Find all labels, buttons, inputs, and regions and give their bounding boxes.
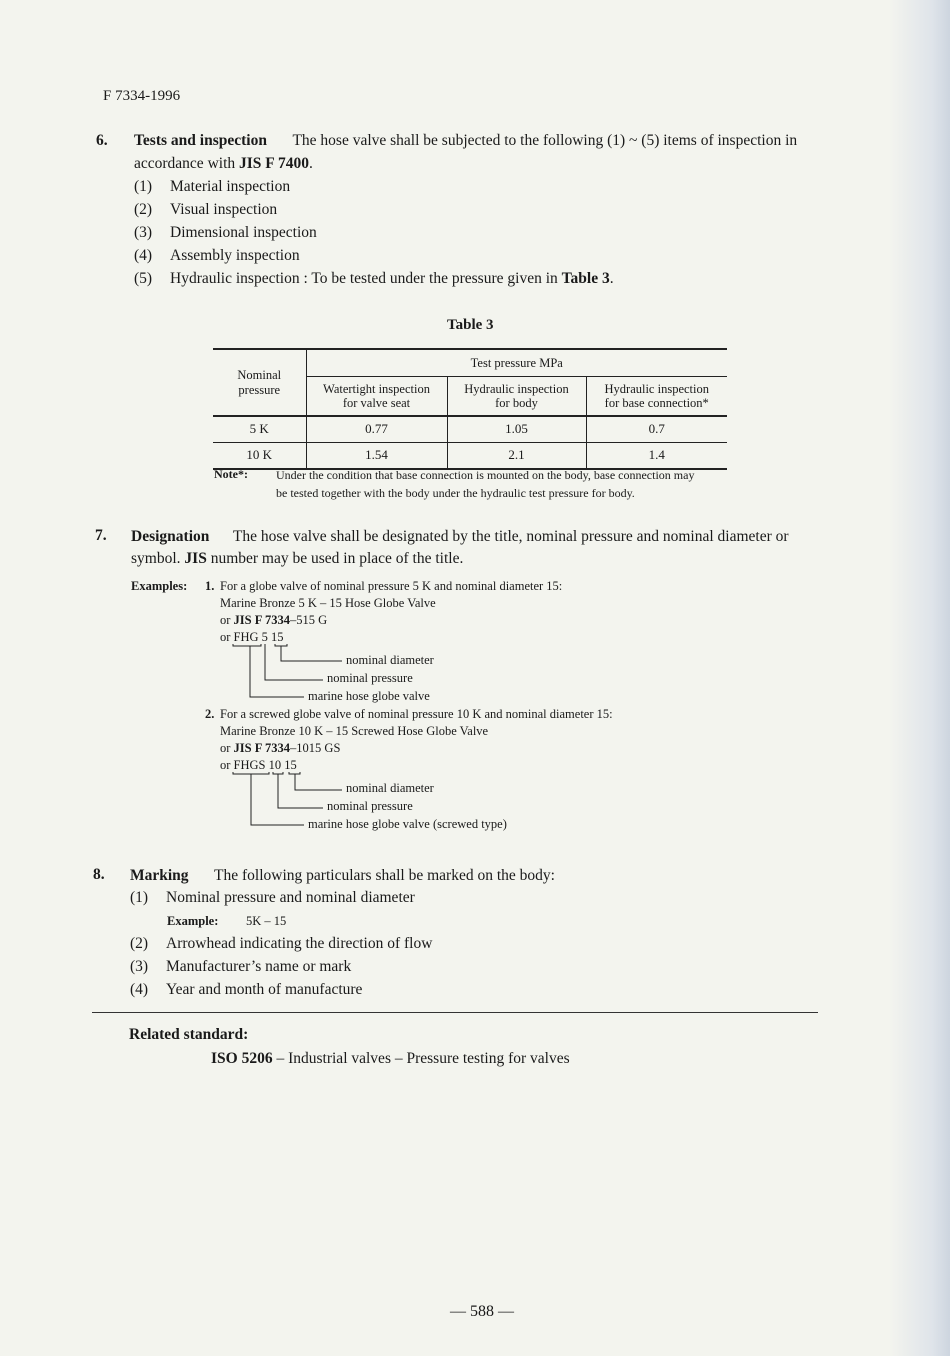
jis-reference: JIS F 7400 bbox=[239, 155, 310, 172]
example-1-label-pressure: nominal pressure bbox=[327, 671, 413, 685]
note-label: Note*: bbox=[214, 467, 248, 481]
cell-pressure: 5 K bbox=[213, 416, 306, 443]
iso-title: – Industrial valves – Pressure testing for valves bbox=[272, 1050, 570, 1067]
cell-pressure: 10 K bbox=[213, 443, 306, 470]
cell-watertight: 0.77 bbox=[306, 416, 447, 443]
item-label: Assembly inspection bbox=[170, 247, 300, 264]
section-8-text: The following particulars shall be marked on the body: bbox=[214, 867, 555, 884]
bracket-15 bbox=[275, 644, 287, 646]
marking-item bbox=[130, 981, 362, 999]
jis-number: JIS F 7334 bbox=[233, 613, 291, 627]
item-number: (1) bbox=[134, 178, 153, 195]
example-2-number: 2. bbox=[205, 707, 215, 721]
text-part: –1015 GS bbox=[290, 741, 341, 755]
text-part: or bbox=[220, 613, 234, 627]
marking-item bbox=[130, 889, 415, 907]
section-7-text: The hose valve shall be designated by the title, nominal pressure and nominal diameter or bbox=[232, 528, 789, 545]
leader-pressure-2 bbox=[278, 774, 323, 808]
example-1-label-diameter: nominal diameter bbox=[346, 653, 434, 667]
marking-item bbox=[130, 935, 432, 953]
cell-base: 1.4 bbox=[586, 443, 727, 470]
related-standard-heading: Related standard: bbox=[129, 1026, 249, 1043]
item-label: Hydraulic inspection : To be tested under the pressure given in bbox=[170, 270, 562, 287]
bracket-fhgs bbox=[233, 772, 269, 774]
item-label: Dimensional inspection bbox=[170, 224, 317, 241]
header-line: pressure bbox=[238, 382, 281, 397]
leader-type-1 bbox=[250, 646, 304, 697]
section-7-number: 7. bbox=[95, 527, 107, 544]
section-6-text: The hose valve shall be subjected to the following (1) ~ (5) items of inspection in bbox=[292, 132, 798, 149]
item-number: (2) bbox=[130, 935, 149, 952]
example-2-label-pressure: nominal pressure bbox=[327, 799, 413, 813]
section-6-text-part: accordance with bbox=[134, 155, 239, 172]
item-label: Year and month of manufacture bbox=[166, 981, 363, 998]
page-number: — 588 — bbox=[450, 1303, 514, 1320]
example-2-label-type: marine hose globe valve (screwed type) bbox=[308, 817, 507, 831]
leader-diameter-1 bbox=[281, 646, 342, 661]
item-number: (5) bbox=[134, 270, 153, 287]
standard-code-header: F 7334-1996 bbox=[103, 88, 181, 104]
leader-pressure-1 bbox=[265, 644, 323, 680]
section-6-number: 6. bbox=[96, 132, 108, 149]
header-line: Watertight inspection bbox=[323, 381, 430, 396]
example-1-number: 1. bbox=[205, 579, 215, 593]
item-label: Visual inspection bbox=[170, 201, 278, 218]
section-6-text-end: . bbox=[309, 155, 313, 172]
header-line: for valve seat bbox=[342, 396, 411, 410]
example-1-title: Marine Bronze 5 K – 15 Hose Globe Valve bbox=[220, 596, 436, 610]
text-part: –515 G bbox=[290, 613, 328, 627]
section-7-heading: Designation bbox=[131, 528, 210, 545]
marking-example-label: Example: bbox=[167, 914, 219, 928]
item-number: (1) bbox=[130, 889, 149, 906]
bracket-fhg bbox=[233, 644, 261, 646]
note-line-2: be tested together with the body under the hydraulic test pressure for body. bbox=[276, 486, 635, 500]
item-number: (2) bbox=[134, 201, 153, 218]
example-2-title: Marine Bronze 10 K – 15 Screwed Hose Globe Valve bbox=[220, 724, 489, 738]
test-pressure-header: Test pressure MPa bbox=[306, 349, 727, 377]
section-8-number: 8. bbox=[93, 866, 105, 883]
divider bbox=[92, 1012, 818, 1013]
section-8-first-line bbox=[130, 867, 555, 885]
header-line: Hydraulic inspection bbox=[464, 381, 569, 396]
section-7-text-end: number may be used in place of the title. bbox=[206, 550, 464, 567]
section-8-heading: Marking bbox=[130, 867, 189, 884]
examples-label: Examples: bbox=[131, 579, 188, 593]
marking-item bbox=[130, 958, 351, 976]
note-line-1: Under the condition that base connection is mounted on the body, base connection may bbox=[276, 468, 695, 482]
item-number: (4) bbox=[130, 981, 149, 998]
item-end: . bbox=[609, 270, 614, 287]
example-1-intro: For a globe valve of nominal pressure 5 K and nominal diameter 15: bbox=[220, 579, 563, 593]
item-label: Arrowhead indicating the direction of flow bbox=[166, 935, 433, 952]
item-number: (3) bbox=[134, 224, 153, 241]
jis-number: JIS F 7334 bbox=[233, 741, 291, 755]
section-7-text-part: symbol. bbox=[131, 550, 185, 567]
cell-body: 1.05 bbox=[447, 416, 586, 443]
cell-watertight: 1.54 bbox=[306, 443, 447, 470]
jis-word: JIS bbox=[184, 550, 207, 567]
marking-example-value: 5K – 15 bbox=[246, 914, 287, 928]
cell-base: 0.7 bbox=[586, 416, 727, 443]
iso-code: ISO 5206 bbox=[211, 1050, 273, 1067]
example-1-symbol: or FHG 5 15 bbox=[220, 630, 284, 644]
section-6-heading: Tests and inspection bbox=[134, 132, 267, 149]
header-line: for body bbox=[495, 396, 538, 410]
header-line: for base connection* bbox=[604, 396, 709, 410]
item-label: Material inspection bbox=[170, 178, 291, 195]
table-3-title: Table 3 bbox=[447, 317, 494, 333]
item-number: (3) bbox=[130, 958, 149, 975]
related-standard-entry bbox=[211, 1050, 570, 1068]
table-reference: Table 3 bbox=[561, 270, 610, 287]
example-2-label-diameter: nominal diameter bbox=[346, 781, 434, 795]
example-1-label-type: marine hose globe valve bbox=[308, 689, 430, 703]
bracket-15b bbox=[289, 772, 300, 774]
header-line: Hydraulic inspection bbox=[604, 381, 709, 396]
leader-diameter-2 bbox=[295, 774, 342, 790]
cell-body: 2.1 bbox=[447, 443, 586, 470]
example-2-symbol: or FHGS 10 15 bbox=[220, 758, 297, 772]
item-number: (4) bbox=[134, 247, 153, 264]
text-part: or bbox=[220, 741, 234, 755]
item-label: Manufacturer’s name or mark bbox=[166, 958, 352, 975]
item-label: Nominal pressure and nominal diameter bbox=[166, 889, 415, 906]
header-line: Nominal bbox=[237, 368, 282, 383]
example-2-intro: For a screwed globe valve of nominal pressure 10 K and nominal diameter 15: bbox=[220, 707, 613, 721]
bracket-10 bbox=[273, 772, 283, 774]
